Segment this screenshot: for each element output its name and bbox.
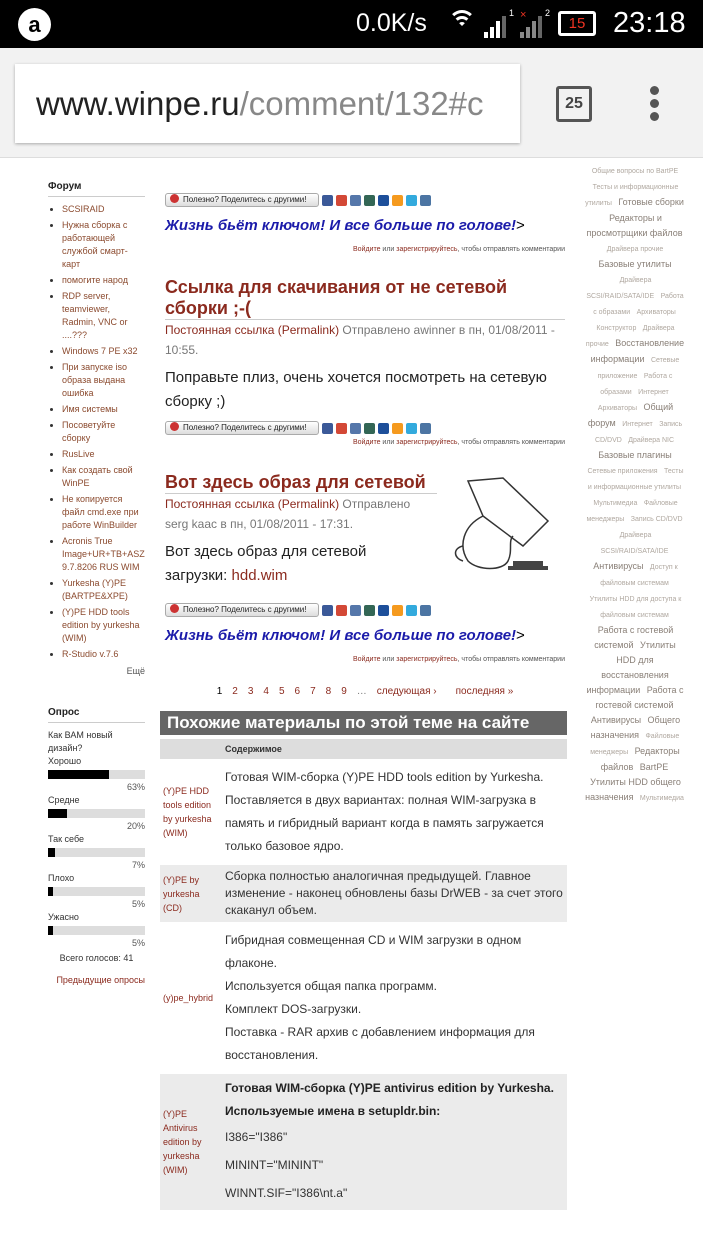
tag-link[interactable]: Архиваторы (636, 309, 676, 316)
page-3[interactable]: 3 (247, 686, 254, 697)
tag-link[interactable]: Драйвера прочие (585, 325, 675, 348)
tag-link[interactable]: Сетевые приложение (597, 357, 680, 380)
material-content-cell (222, 1074, 567, 1210)
table-row (160, 763, 567, 861)
login-prompt (165, 438, 565, 448)
tag-link[interactable]: Редакторы файлов (600, 746, 680, 772)
signature (165, 216, 565, 235)
google-plus-icon[interactable] (336, 605, 347, 616)
status-bar (0, 0, 703, 48)
share-bar (165, 420, 565, 436)
bookmark-icon[interactable] (350, 423, 361, 434)
last-page-link[interactable]: последняя » (455, 686, 514, 697)
material-title-cell (160, 865, 222, 922)
page-2[interactable]: 2 (232, 686, 238, 697)
material-text: WINNT.SIF="I386\nt.a" (225, 1186, 348, 1200)
app-logo-icon: a (18, 8, 51, 41)
material-content-cell (222, 926, 567, 1070)
comment-title[interactable]: Ссылка для скачивания от не сетевой сборки ;-( (165, 277, 565, 320)
forum-link[interactable]: (Y)PE HDD tools edition by yurkesha (WIM) (62, 607, 140, 643)
tag-link[interactable]: Утилиты HDD общего назначения (585, 777, 681, 802)
poll-bar (48, 926, 145, 935)
table-row (160, 1074, 567, 1210)
forum-link[interactable]: Acronis True Image+UR+TB+ASZ 9.7.8206 RUS WIM (62, 536, 145, 572)
forum-item (62, 448, 145, 461)
tag-link[interactable]: Доступ к файловым системам (600, 564, 678, 587)
material-text: Поставляется в двух вариантах: полная WIM-загрузка в память и гибридный вариант когда в память загружается только базовое ядро. (225, 793, 544, 853)
signature-text: Жизнь бьёт ключом! И все больше по голове! (165, 627, 517, 644)
signal-sim2-icon: × 2 (520, 12, 550, 38)
forum-link[interactable]: SCSIRAID (62, 204, 105, 214)
login-link[interactable]: Войдите (352, 246, 381, 253)
tag-link[interactable]: Готовые сборки (618, 197, 684, 207)
poll-bar-fill (48, 848, 55, 857)
pager-ellipsis: … (356, 686, 367, 697)
login-rest: , чтобы отправлять комментарии (457, 656, 565, 663)
material-title-cell (160, 763, 222, 861)
tab-switcher-button[interactable]: 25 (556, 86, 592, 122)
share-button[interactable] (165, 193, 319, 207)
forum-item (62, 345, 145, 358)
poll-percent: 5% (131, 938, 145, 948)
poll-bar (48, 848, 145, 857)
poll-bar-fill (48, 926, 53, 935)
sim1-label: 1 (508, 8, 514, 18)
forum-link[interactable]: RDP server, teamviewer, Radmin, VNC or ....??? (62, 291, 128, 340)
twitter-icon[interactable] (406, 423, 417, 434)
tag-link[interactable]: Конструктор (596, 325, 637, 332)
register-link[interactable]: зарегистрируйтесь (396, 439, 458, 446)
tag-link[interactable]: Драйвера SCSI/RAID/SATA/IDE (586, 277, 655, 300)
tag-link[interactable]: Драйвера SCSI/RAID/SATA/IDE (600, 532, 669, 555)
forum-item (62, 535, 145, 574)
forum-item (62, 274, 145, 287)
forum-item (62, 493, 145, 532)
myspace-icon[interactable] (378, 423, 389, 434)
twitter-icon[interactable] (406, 605, 417, 616)
tag-link[interactable]: Мультимедиа (593, 500, 638, 507)
tag-link[interactable]: Базовые утилиты (598, 259, 672, 269)
poll-option-label: Средне (48, 795, 80, 805)
myspace-icon[interactable] (378, 605, 389, 616)
forum-item (62, 606, 145, 645)
tag-link[interactable]: Запись CD/DVD (630, 516, 683, 523)
material-link[interactable]: (Y)PE by yurkesha (CD) (163, 874, 200, 913)
poll-percent: 63% (126, 782, 145, 792)
pager (165, 685, 565, 699)
login-or: или (380, 439, 397, 446)
facebook-icon[interactable] (322, 195, 333, 206)
material-text: I386="I386" (225, 1130, 288, 1144)
material-title-cell (160, 926, 222, 1070)
page-6[interactable]: 6 (294, 686, 301, 697)
login-prompt (165, 245, 565, 255)
speaker-icon (170, 422, 179, 431)
table-row (160, 865, 567, 922)
material-text: Поставка - RAR архив с добавлением информация для восстановления. (225, 1025, 535, 1062)
forum-list (48, 203, 145, 661)
tag-link[interactable]: Мультимедиа (639, 795, 684, 802)
page-5[interactable]: 5 (278, 686, 285, 697)
overflow-menu-icon[interactable] (650, 86, 660, 125)
poll-bar (48, 887, 145, 896)
file-link[interactable]: hdd.wim (231, 567, 288, 584)
comment-title[interactable]: Вот здесь образ для сетевой (165, 472, 437, 494)
forum-item (62, 290, 145, 342)
column-header-empty (160, 739, 222, 759)
material-text: Комплект DOS-загрузки. (225, 1002, 362, 1016)
share-bar (165, 192, 565, 208)
odnoklassniki-icon[interactable] (392, 605, 403, 616)
poll-bar-fill (48, 809, 67, 818)
mail-icon[interactable] (364, 605, 375, 616)
forum-item (62, 648, 145, 661)
register-link[interactable]: зарегистрируйтесь (396, 656, 458, 663)
poll-bar (48, 770, 145, 779)
share-label: Полезно? Поделитесь с другими! (183, 605, 307, 614)
login-link[interactable]: Войдите (352, 656, 381, 663)
odnoklassniki-icon[interactable] (392, 195, 403, 206)
forum-item (62, 419, 145, 445)
tag-link[interactable]: BartPE (639, 762, 669, 772)
material-link[interactable]: (Y)PE HDD tools edition by yurkesha (WIM) (163, 786, 212, 838)
tag-link[interactable]: Драйвера NIC (628, 437, 675, 444)
signal-sim1-icon (484, 8, 514, 38)
url-path: /comment/132#c (239, 85, 484, 122)
material-text: MININT="MININT" (225, 1158, 324, 1172)
comment (165, 277, 565, 414)
forum-link[interactable]: Yurkesha (Y)PE (BARTPE&XPE) (62, 578, 128, 601)
tag-link[interactable]: Интернет (638, 389, 669, 396)
google-plus-icon[interactable] (336, 195, 347, 206)
tag-link[interactable]: Драйвера прочие (606, 246, 664, 253)
battery-icon (558, 11, 596, 36)
page-7[interactable]: 7 (310, 686, 316, 697)
signature-suffix: > (516, 627, 525, 644)
tag-link[interactable]: Тесты и информационные утилиты (585, 184, 679, 207)
tag-link[interactable]: Файловые менеджеры (590, 733, 680, 756)
vkontakte-icon[interactable] (420, 605, 431, 616)
forum-heading: Форум (48, 180, 145, 197)
forum-link[interactable]: Имя системы (62, 404, 118, 414)
poll-bar (48, 809, 145, 818)
poll-question: Как ВАМ новый дизайн? (48, 730, 113, 753)
forum-item (62, 403, 145, 416)
forum-link[interactable]: При запуске iso образа выдана ошибка (62, 362, 127, 398)
comment-meta: Отправлено awinner в пн, 01/08/2011 - 10:55. (165, 323, 555, 357)
mail-icon[interactable] (364, 423, 375, 434)
tag-link[interactable]: Антивирусы (593, 561, 644, 571)
page-4[interactable]: 4 (263, 686, 269, 697)
material-text: Гибридная совмещенная CD и WIM загрузки в одном флаконе. (225, 933, 522, 970)
forum-link[interactable]: Нужна сборка с работающей службой смарт-карт (62, 220, 128, 269)
poll-bar-fill (48, 887, 53, 896)
share-label: Полезно? Поделитесь с другими! (183, 423, 307, 432)
google-plus-icon[interactable] (336, 423, 347, 434)
forum-item (62, 219, 145, 271)
poll-option-label: Плохо (48, 873, 75, 883)
forum-link[interactable]: RusLive (62, 449, 95, 459)
avatar (453, 476, 563, 576)
poll-percent: 20% (126, 821, 145, 831)
poll-option-label: Так себе (48, 834, 84, 844)
tag-link[interactable]: Утилиты HDD для восстановления информации (586, 640, 676, 695)
comment-body: Вот здесь образ для сетевой загрузки: hdd.wim (165, 543, 367, 584)
share-button[interactable] (165, 421, 319, 435)
vkontakte-icon[interactable] (420, 423, 431, 434)
comment-body: Поправьте плиз, очень хочется посмотреть на сетевую сборку ;) (165, 369, 547, 410)
forum-link[interactable]: Windows 7 PE x32 (62, 346, 138, 356)
tag-link[interactable]: Интернет (622, 421, 653, 428)
sim2-label: 2 (544, 8, 550, 18)
previous-polls-link[interactable]: Предыдущие опросы (56, 975, 145, 985)
table-row (160, 926, 567, 1070)
tag-link[interactable]: Тесты и информационные утилиты (587, 468, 684, 491)
tag-link[interactable]: Сетевые приложения (587, 468, 658, 475)
material-link[interactable]: (y)pe_hybrid (163, 993, 214, 1003)
facebook-icon[interactable] (322, 605, 333, 616)
url-bar[interactable] (15, 64, 520, 143)
poll-percent: 5% (131, 899, 145, 909)
tag-link[interactable]: Общего назначения (590, 715, 681, 740)
clock: 23:18 (613, 7, 686, 39)
login-prompt (165, 655, 565, 665)
tag-link[interactable]: Редакторы и просмотрщики файлов (586, 213, 683, 238)
tag-link[interactable]: Общий форум (587, 402, 674, 428)
page-1: 1 (216, 686, 223, 697)
url-host: www.winpe.ru (36, 85, 240, 122)
login-link[interactable]: Войдите (352, 439, 381, 446)
forum-link[interactable]: Не копируется файл cmd.exe при работе WinBuilder (62, 494, 139, 530)
browser-toolbar (0, 48, 703, 158)
poll-total: Всего голосов: 41 (59, 953, 134, 963)
speaker-icon (170, 604, 179, 613)
network-speed: 0.0K/s (356, 9, 427, 37)
vkontakte-icon[interactable] (420, 195, 431, 206)
login-or: или (380, 246, 397, 253)
left-sidebar (48, 180, 145, 987)
tag-link[interactable]: Базовые плагины (598, 450, 672, 460)
material-text: Используется общая папка программ. (225, 979, 438, 993)
twitter-icon[interactable] (406, 195, 417, 206)
signature (165, 626, 565, 645)
login-rest: , чтобы отправлять комментарии (457, 246, 565, 253)
forum-link[interactable]: помогите народ (62, 275, 128, 285)
poll-bar-fill (48, 770, 109, 779)
tag-link[interactable]: Работа с образами (593, 293, 684, 316)
forum-item (62, 361, 145, 400)
tag-cloud (585, 162, 685, 805)
material-text: Готовая WIM-сборка (Y)PE HDD tools edition by Yurkesha. (225, 770, 544, 784)
wifi-icon (448, 10, 476, 32)
material-text-bold: Используемые имена в setupldr.bin: (225, 1104, 441, 1118)
poll-option-label: Хорошо (48, 756, 82, 766)
poll (48, 706, 145, 987)
main-content (165, 192, 565, 1214)
signature-text: Жизнь бьёт ключом! И все больше по голове! (165, 217, 517, 234)
forum-item (62, 203, 145, 216)
permalink[interactable]: Постоянная ссылка (Permalink) (165, 323, 340, 337)
material-text: Сборка полностью аналогичная предыдущей. Главное изменение - наконец обновлены базы DrWEB - за счет этого скаканул объем. (225, 869, 563, 917)
share-bar (165, 602, 565, 618)
share-label: Полезно? Поделитесь с другими! (183, 195, 307, 204)
odnoklassniki-icon[interactable] (392, 423, 403, 434)
battery-level: 15 (568, 15, 586, 32)
comment-meta: Отправлено serg kaac в пн, 01/08/2011 - 17:31. (165, 497, 411, 531)
material-text-bold: Готовая WIM-сборка (Y)PE antivirus edition by Yurkesha. (225, 1081, 554, 1095)
tag-link[interactable]: Запись CD/DVD (594, 421, 683, 444)
page-9[interactable]: 9 (341, 686, 347, 697)
poll-percent: 7% (131, 860, 145, 870)
material-link[interactable]: (Y)PE Antivirus edition by yurkesha (WIM) (163, 1109, 202, 1175)
material-content-cell (222, 763, 567, 861)
tag-link[interactable]: Работа с образами (600, 373, 673, 396)
tag-link[interactable]: Антивирусы (590, 715, 642, 725)
tag-link[interactable]: Файловые менеджеры (586, 500, 678, 523)
share-button[interactable] (165, 603, 319, 617)
tag-link[interactable]: Общие вопросы по BartPE (591, 168, 679, 175)
facebook-icon[interactable] (322, 423, 333, 434)
next-page-link[interactable]: следующая › (376, 686, 437, 697)
forum-item (62, 577, 145, 603)
speaker-icon (170, 194, 179, 203)
material-title-cell (160, 1074, 222, 1210)
comment (165, 472, 565, 588)
tag-link[interactable]: Восстановление информации (590, 338, 685, 364)
tag-link[interactable]: Работа с гостевой системой (594, 625, 674, 650)
tag-link[interactable]: Утилиты HDD для доступа к файловым системам (589, 596, 682, 619)
bookmark-icon[interactable] (350, 605, 361, 616)
bookmark-icon[interactable] (350, 195, 361, 206)
poll-heading: Опрос (48, 706, 145, 723)
column-header: Содержимое (222, 739, 567, 759)
forum-link[interactable]: Как создать свой WinPE (62, 465, 133, 488)
forum-item (62, 464, 145, 490)
similar-materials (160, 711, 567, 1214)
mail-icon[interactable] (364, 195, 375, 206)
signature-suffix: > (516, 217, 525, 234)
poll-option-label: Ужасно (48, 912, 79, 922)
permalink[interactable]: Постоянная ссылка (Permalink) (165, 497, 340, 511)
register-link[interactable]: зарегистрируйтесь (396, 246, 458, 253)
forum-link[interactable]: Посоветуйте сборку (62, 420, 116, 443)
tag-link[interactable]: Архиваторы (597, 405, 638, 412)
myspace-icon[interactable] (378, 195, 389, 206)
similar-heading: Похожие материалы по этой теме на сайте (160, 711, 567, 735)
login-rest: , чтобы отправлять комментарии (457, 439, 565, 446)
more-link[interactable]: Ещё (126, 666, 145, 676)
forum-link[interactable]: R-Studio v.7.6 (62, 649, 119, 659)
login-or: или (380, 656, 397, 663)
tag-link[interactable]: Работа с гостевой системой (595, 685, 684, 710)
material-content-cell (222, 865, 567, 922)
page-8[interactable]: 8 (325, 686, 332, 697)
